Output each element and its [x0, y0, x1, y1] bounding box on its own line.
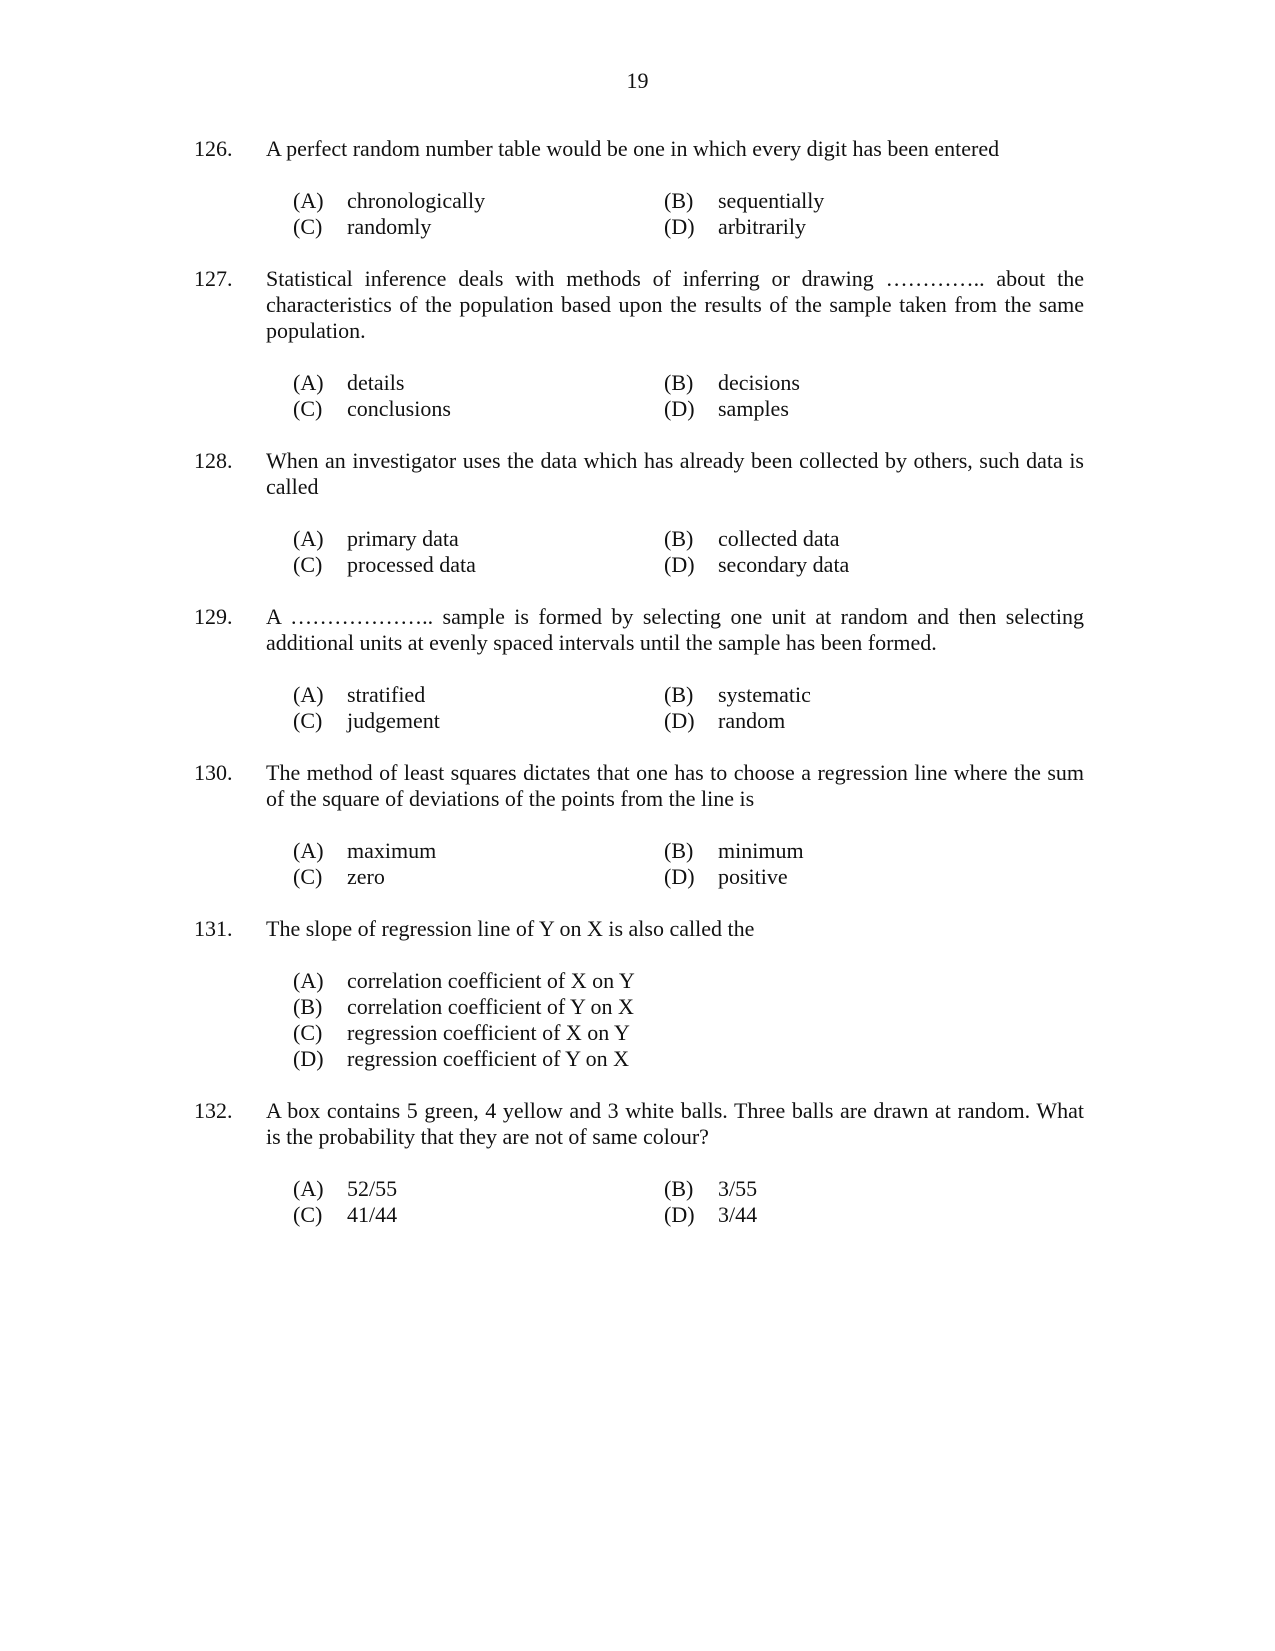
option-d	[664, 552, 1035, 578]
option-text: conclusions	[347, 396, 451, 421]
option-letter: (A)	[293, 370, 324, 395]
option-text: primary data	[347, 526, 459, 551]
question-list	[194, 136, 1084, 1254]
option-letter: (C)	[293, 396, 323, 421]
option-d	[293, 1046, 1084, 1072]
option-a	[293, 838, 664, 864]
option-list	[293, 968, 1084, 1072]
option-letter: (B)	[664, 188, 694, 213]
question-text: The method of least squares dictates that one has to choose a regression line where the sum of the square of deviations of the points from the line is	[266, 760, 1084, 811]
option-c	[293, 708, 664, 734]
question-header	[194, 760, 1084, 812]
option-b	[664, 682, 1035, 708]
option-text: secondary data	[718, 552, 850, 577]
option-letter: (A)	[293, 968, 324, 993]
option-list	[293, 1176, 1084, 1228]
option-letter: (A)	[293, 1176, 324, 1201]
option-text: maximum	[347, 838, 437, 863]
option-d	[664, 396, 1035, 422]
question-130	[194, 760, 1084, 890]
option-letter: (B)	[664, 838, 694, 863]
option-letter: (B)	[293, 994, 323, 1019]
option-list	[293, 188, 1084, 240]
option-text: minimum	[718, 838, 804, 863]
question-header	[194, 604, 1084, 656]
option-text: 3/44	[718, 1202, 758, 1227]
option-b	[664, 838, 1035, 864]
question-128	[194, 448, 1084, 578]
option-letter: (D)	[293, 1046, 324, 1071]
option-c	[293, 552, 664, 578]
option-letter: (C)	[293, 1020, 323, 1045]
option-letter: (D)	[664, 864, 695, 889]
option-text: regression coefficient of Y on X	[347, 1046, 630, 1071]
question-number: 132.	[194, 1098, 233, 1123]
option-c	[293, 396, 664, 422]
question-text: Statistical inference deals with methods of inferring or drawing ………….. about the characteristics of the population based upon the results of the sample taken from the same population.	[266, 266, 1084, 343]
question-number: 128.	[194, 448, 233, 473]
question-text: A box contains 5 green, 4 yellow and 3 white balls. Three balls are drawn at random. What is the probability that they are not of same colour?	[266, 1098, 1084, 1149]
option-letter: (B)	[664, 370, 694, 395]
option-b	[664, 526, 1035, 552]
option-d	[664, 708, 1035, 734]
option-text: judgement	[347, 708, 440, 733]
question-131	[194, 916, 1084, 1072]
question-text: The slope of regression line of Y on X is also called the	[266, 916, 755, 941]
question-126	[194, 136, 1084, 240]
option-letter: (D)	[664, 708, 695, 733]
question-text: When an investigator uses the data which has already been collected by others, such data is called	[266, 448, 1084, 499]
option-letter: (C)	[293, 864, 323, 889]
option-b	[293, 994, 1084, 1020]
option-c	[293, 864, 664, 890]
option-letter: (D)	[664, 396, 695, 421]
question-number: 126.	[194, 136, 233, 161]
question-number: 130.	[194, 760, 233, 785]
option-text: details	[347, 370, 405, 395]
option-text: 52/55	[347, 1176, 398, 1201]
question-127	[194, 266, 1084, 422]
question-129	[194, 604, 1084, 734]
option-text: collected data	[718, 526, 840, 551]
option-text: random	[718, 708, 786, 733]
page-number: 19	[626, 68, 649, 93]
option-letter: (C)	[293, 552, 323, 577]
option-letter: (C)	[293, 1202, 323, 1227]
option-letter: (A)	[293, 188, 324, 213]
option-text: randomly	[347, 214, 432, 239]
option-c	[293, 1202, 664, 1228]
option-text: processed data	[347, 552, 476, 577]
option-letter: (D)	[664, 214, 695, 239]
option-text: correlation coefficient of X on Y	[347, 968, 635, 993]
option-d	[664, 214, 1035, 240]
question-header	[194, 266, 1084, 344]
question-number: 131.	[194, 916, 233, 941]
question-text: A perfect random number table would be one in which every digit has been entered	[266, 136, 1000, 161]
option-text: chronologically	[347, 188, 486, 213]
option-a	[293, 1176, 664, 1202]
option-list	[293, 526, 1084, 578]
option-letter: (D)	[664, 552, 695, 577]
option-text: regression coefficient of X on Y	[347, 1020, 630, 1045]
option-letter: (B)	[664, 1176, 694, 1201]
option-text: stratified	[347, 682, 426, 707]
option-d	[664, 864, 1035, 890]
option-b	[664, 188, 1035, 214]
question-header	[194, 1098, 1084, 1150]
option-text: zero	[347, 864, 385, 889]
option-text: positive	[718, 864, 788, 889]
option-list	[293, 838, 1084, 890]
question-text: A ……………….. sample is formed by selecting one unit at random and then selecting additional units at evenly spaced intervals until the sample has been formed.	[266, 604, 1084, 655]
option-a	[293, 370, 664, 396]
option-letter: (A)	[293, 838, 324, 863]
option-d	[664, 1202, 1035, 1228]
option-text: systematic	[718, 682, 811, 707]
option-a	[293, 968, 1084, 994]
option-letter: (C)	[293, 708, 323, 733]
option-letter: (B)	[664, 526, 694, 551]
option-letter: (A)	[293, 526, 324, 551]
option-a	[293, 682, 664, 708]
question-132	[194, 1098, 1084, 1228]
question-header	[194, 916, 1084, 942]
option-c	[293, 1020, 1084, 1046]
option-text: 3/55	[718, 1176, 758, 1201]
question-header	[194, 136, 1084, 162]
option-text: sequentially	[718, 188, 825, 213]
question-number: 127.	[194, 266, 233, 291]
question-number: 129.	[194, 604, 233, 629]
option-text: 41/44	[347, 1202, 398, 1227]
option-letter: (B)	[664, 682, 694, 707]
option-b	[664, 1176, 1035, 1202]
option-letter: (D)	[664, 1202, 695, 1227]
option-letter: (C)	[293, 214, 323, 239]
option-text: decisions	[718, 370, 800, 395]
option-c	[293, 214, 664, 240]
option-text: samples	[718, 396, 789, 421]
option-b	[664, 370, 1035, 396]
option-list	[293, 682, 1084, 734]
option-text: correlation coefficient of Y on X	[347, 994, 634, 1019]
option-list	[293, 370, 1084, 422]
option-letter: (A)	[293, 682, 324, 707]
question-header	[194, 448, 1084, 500]
option-text: arbitrarily	[718, 214, 806, 239]
option-a	[293, 188, 664, 214]
option-a	[293, 526, 664, 552]
